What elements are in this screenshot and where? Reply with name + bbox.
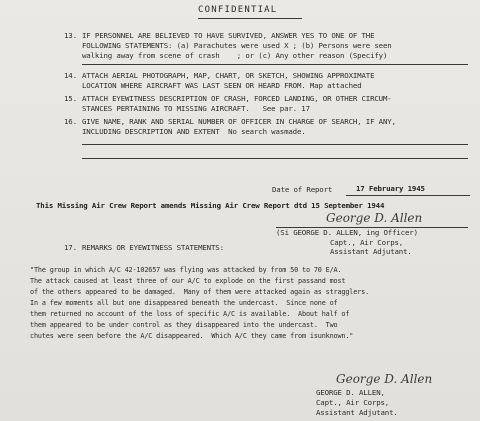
header-underline <box>198 18 302 19</box>
classification-header: CONFIDENTIAL <box>198 5 278 15</box>
signature-title-bottom: Assistant Adjutant. <box>316 408 398 417</box>
remarks-line-4: In a few moments all but one disappeared beneath the undercast. Since none of <box>30 299 338 307</box>
date-of-report-line <box>346 195 470 196</box>
item-16-blank-line-2 <box>82 158 468 159</box>
signature-title-top: Assistant Adjutant. <box>330 247 412 256</box>
signature-name-line-top: (Si GEORGE D. ALLEN, ing Officer) <box>276 228 418 237</box>
item-13-number: 13. <box>64 31 77 40</box>
item-14-line-1: ATTACH AERIAL PHOTOGRAPH, MAP, CHART, OR SKETCH, SHOWING APPROXIMATE <box>82 71 375 80</box>
signature-name-bottom: GEORGE D. ALLEN, <box>316 388 385 397</box>
remarks-line-7: chutes were seen before the A/C disappeared. Which A/C they came from isunknown." <box>30 332 354 340</box>
signature-rank-top: Capt., Air Corps, <box>330 238 404 247</box>
item-15-number: 15. <box>64 94 77 103</box>
item-13-line-3: walking away from scene of crash ; or (c) Any other reason (Specify) <box>82 51 388 60</box>
item-14-line-2: LOCATION WHERE AIRCRAFT WAS LAST SEEN OR HEARD FROM. Map attached <box>82 81 362 90</box>
remarks-line-1: "The group in which A/C 42-102657 was flying was attacked by from 50 to 70 E/A. <box>30 266 342 274</box>
item-15-line-2: STANCES PERTAINING TO MISSING AIRCRAFT. See par. 17 <box>82 104 310 113</box>
remarks-line-3: of the others appeared to be damaged. Many of them were attacked again as stragglers. <box>30 288 370 296</box>
signature-bottom: George D. Allen <box>336 372 433 386</box>
item-16-line-1: GIVE NAME, RANK AND SERIAL NUMBER OF OFFICER IN CHARGE OF SEARCH, IF ANY, <box>82 117 396 126</box>
item-13-line-1: IF PERSONNEL ARE BELIEVED TO HAVE SURVIVED, ANSWER YES TO ONE OF THE <box>82 31 375 40</box>
item-16-number: 16. <box>64 117 77 126</box>
amend-line: This Missing Air Crew Report amends Missing Air Crew Report dtd 15 September 1944 <box>36 201 385 210</box>
remarks-line-2: The attack caused at least three of our A/C to explode on the first passand most <box>30 277 346 285</box>
remarks-line-5: them returned no account of the loss of specific A/C is available. About half of <box>30 310 350 318</box>
signature-top: George D. Allen <box>326 211 423 225</box>
item-17-number: 17. <box>64 243 77 252</box>
item-13-line-2: FOLLOWING STATEMENTS: (a) Parachutes were used X ; (b) Persons were seen <box>82 41 392 50</box>
remarks-line-6: them appeared to be under control as they disappeared into the undercast. Two <box>30 321 338 329</box>
item-16-line-2: INCLUDING DESCRIPTION AND EXTENT No search wasmade. <box>82 127 306 136</box>
date-of-report-label: Date of Report <box>272 185 333 194</box>
date-of-report-value: 17 February 1945 <box>356 184 425 193</box>
item-13-answer-line <box>82 64 468 65</box>
signature-rank-bottom: Capt., Air Corps, <box>316 398 390 407</box>
item-16-blank-line-1 <box>82 144 468 145</box>
item-15-line-1: ATTACH EYEWITNESS DESCRIPTION OF CRASH, FORCED LANDING, OR OTHER CIRCUM- <box>82 94 392 103</box>
item-14-number: 14. <box>64 71 77 80</box>
item-17-label: REMARKS OR EYEWITNESS STATEMENTS: <box>82 243 224 252</box>
